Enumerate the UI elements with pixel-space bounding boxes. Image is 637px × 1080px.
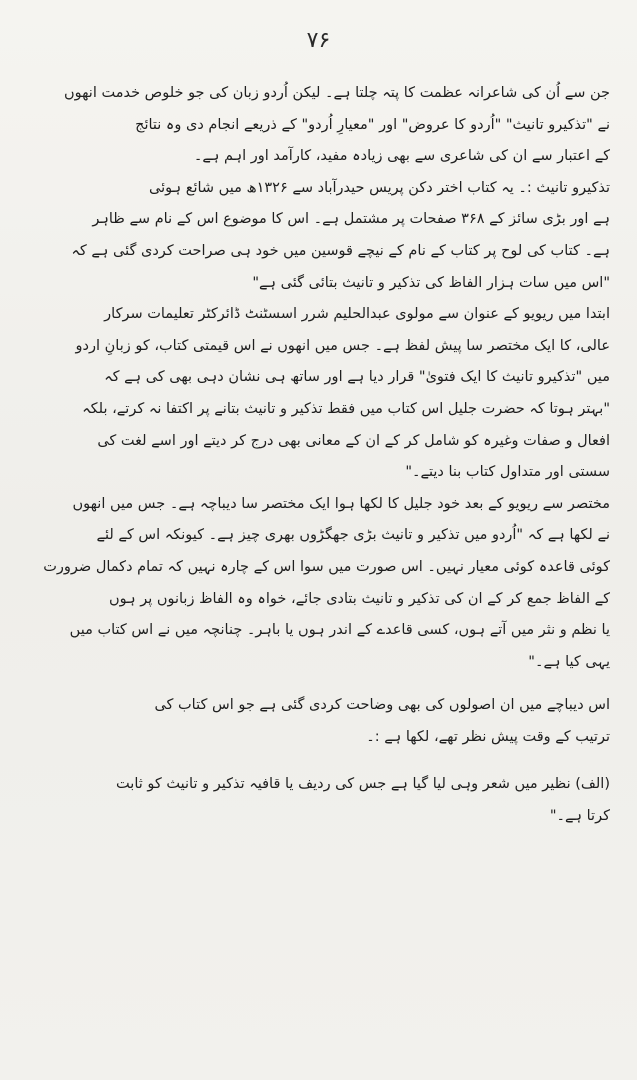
page-number: ۷۶ [306, 28, 331, 53]
text-line: افعال و صفات وغیرہ کو شامل کر کے ان کے معانی بھی درج کر دیتے اور اسے لغت کی [97, 432, 610, 449]
text-line: جن سے اُن کی شاعرانہ عظمت کا پتہ چلتا ہے۔ لیکن اُردو زبان کی جو خلوص خدمت انھوں [63, 85, 610, 101]
paragraph-spacing [40, 753, 610, 769]
text-line: کے اعتبار سے ان کی شاعری سے بھی زیادہ مفید، کارآمد اور اہم ہے۔ [193, 148, 610, 165]
text-line: مختصر سے ریویو کے بعد خود جلیل کا لکھا ہوا ایک مختصر سا دیباچہ ہے۔ جس میں انھوں [72, 495, 610, 512]
text-line: میں "تذکیرو تانیث کا ایک فتویٰ" قرار دیا ہے اور ساتھ ہی نشان دہی بھی کی ہے کہ [104, 369, 610, 386]
text-line: اس دیباچے میں ان اصولوں کی بھی وضاحت کردی گئی ہے جو اس کتاب کی [154, 697, 610, 714]
text-line: نے لکھا ہے کہ "اُردو میں تذکیر و تانیث بڑی جھگڑوں بھری چیز ہے۔ کیونکہ اس کے لئے [96, 527, 610, 544]
paragraph-3 [40, 299, 610, 489]
page-body [40, 78, 610, 833]
paragraph-spacing [40, 678, 610, 690]
text-line: کے الفاظ جمع کر کے ان کی تذکیر و تانیث بتادی جائے، خواہ وہ الفاظ زبانوں پر ہوں [108, 590, 610, 607]
text-line: یہی کیا ہے۔" [528, 653, 610, 670]
text-line: یا نظم و نثر میں آتے ہوں، کسی قاعدے کے اندر ہوں یا باہر۔ چنانچہ میں نے اس کتاب میں [69, 622, 610, 639]
text-line: تذکیرو تانیث :۔ یہ کتاب اختر دکن پریس حیدرآباد سے ۱۳۲۶ھ میں شائع ہوئی [149, 179, 610, 196]
text-line: نے "تذکیرو تانیث" "اُردو کا عروض" اور "معیارِ اُردو" کے ذریعے انجام دی وہ نتائج [135, 116, 610, 133]
text-line: سستی اور متداول کتاب بنا دیتے۔" [405, 464, 610, 481]
text-line: "بہتر ہوتا کہ حضرت جلیل اس کتاب میں فقط تذکیر و تانیث بتانے پر اکتفا نہ کرتے، بلکہ [82, 400, 610, 417]
paragraph-2 [40, 173, 610, 299]
text-line: ابتدا میں ریویو کے عنوان سے مولوی عبدالحلیم شرر اسسٹنٹ ڈائرکٹر تعلیمات سرکار [104, 306, 610, 323]
text-line: کرتا ہے۔" [549, 808, 610, 825]
text-line: (الف) نظیر میں شعر وہی لیا گیا ہے جس کی ردیف یا قافیہ تذکیر و تانیث کو ثابت [116, 776, 610, 793]
paragraph-5 [40, 690, 610, 753]
text-line: کوئی قاعدہ کوئی معیار نہیں۔ اس صورت میں سوا اس کے چارہ نہیں کہ تمام دکمال ضرورت [43, 558, 610, 575]
text-line: ترتیب کے وقت پیش نظر تھے، لکھا ہے :۔ [366, 728, 610, 745]
text-line: ہے اور بڑی سائز کے ۳۶۸ صفحات پر مشتمل ہے۔ اس کا موضوع اس کے نام سے ظاہر [92, 211, 610, 228]
text-line: عالی، کا ایک مختصر سا پیش لفظ ہے۔ جس میں انھوں نے اس قیمتی کتاب، کو زبانِ اردو [75, 337, 610, 354]
text-line: ہے۔ کتاب کی لوح پر کتاب کے نام کے نیچے قوسین میں خود ہی صراحت کردی گئی ہے کہ [71, 242, 610, 259]
text-line: "اس میں سات ہزار الفاظ کی تذکیر و تانیث بتائی گئی ہے" [252, 274, 610, 291]
paragraph-4 [40, 489, 610, 679]
paragraph-6 [40, 769, 610, 832]
paragraph-1 [40, 78, 610, 173]
